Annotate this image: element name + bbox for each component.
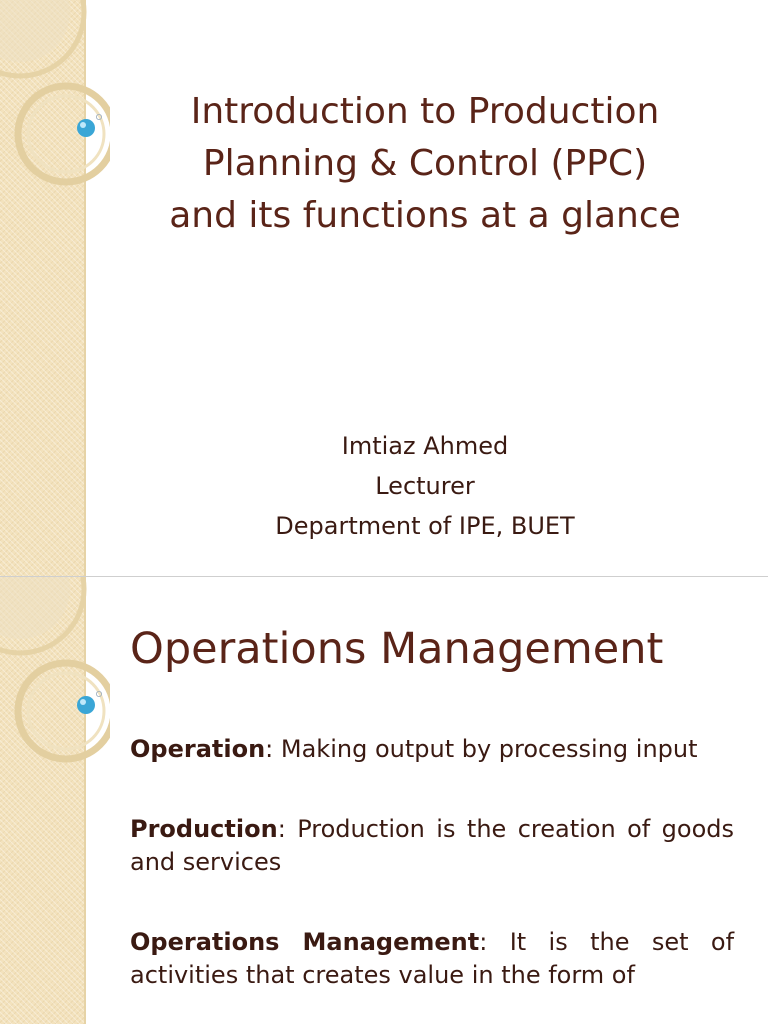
author-role: Lecturer <box>375 472 475 500</box>
slide-heading: Operations Management <box>130 624 664 674</box>
decorative-rings <box>0 0 110 200</box>
definition-term: Production <box>130 815 278 843</box>
definition-item <box>130 733 734 766</box>
title-line: Introduction to Production <box>190 91 660 132</box>
title-line: Planning & Control (PPC) <box>202 143 648 184</box>
definition-item <box>130 926 734 992</box>
definition-text: It is the set of activities that creates value in the form of <box>130 928 735 989</box>
author-name: Imtiaz Ahmed <box>341 432 509 460</box>
bead-icon <box>77 696 95 714</box>
slide-title <box>110 86 740 242</box>
definition-list <box>130 733 734 1024</box>
definition-term: Operation <box>130 735 266 763</box>
definition-separator: : <box>479 928 510 956</box>
presenter-info <box>110 426 740 546</box>
bead-icon <box>77 119 95 137</box>
definition-separator: : <box>265 735 281 763</box>
definition-text: Making output by processing input <box>280 735 698 763</box>
content-slide <box>0 577 768 1024</box>
author-department: Department of IPE, BUET <box>275 512 575 540</box>
definition-separator: : <box>277 815 298 843</box>
definition-term: Operations Management <box>130 928 480 956</box>
decorative-rings <box>0 577 110 777</box>
definition-text: Production is the creation of goods and services <box>130 815 735 876</box>
title-line: and its functions at a glance <box>169 195 681 236</box>
definition-item <box>130 813 734 879</box>
